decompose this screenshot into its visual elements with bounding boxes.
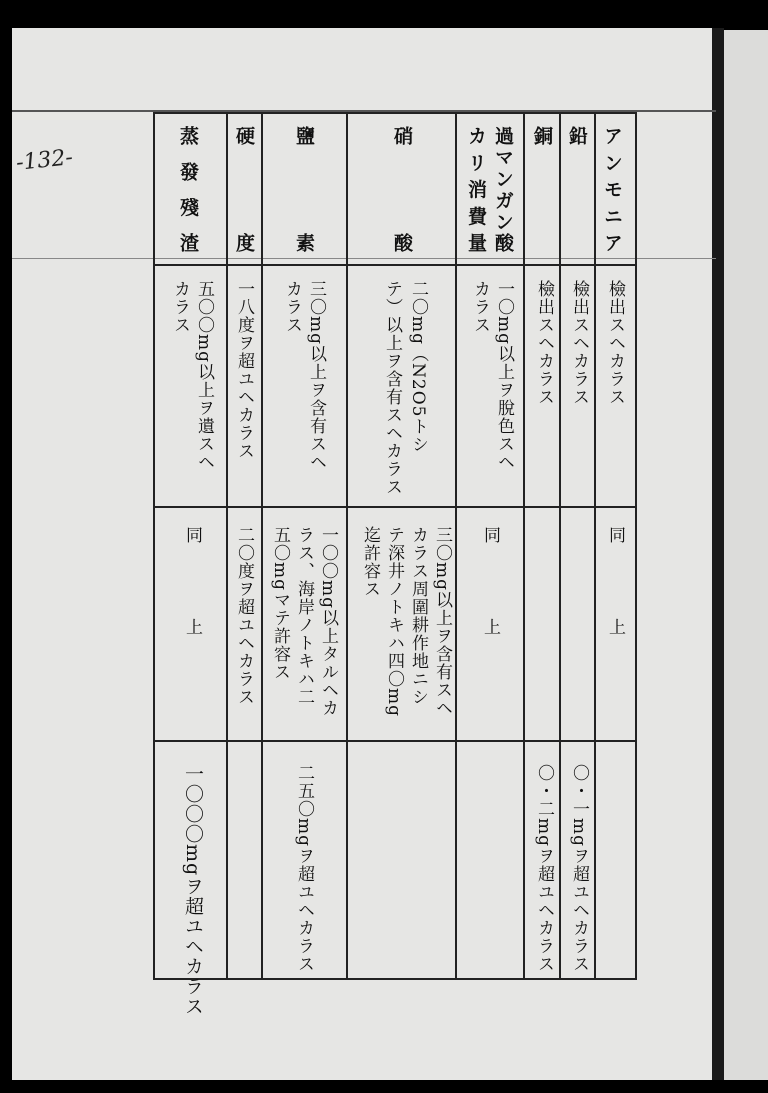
- col-divider: [226, 112, 228, 980]
- std2-ammonia: 同 上: [605, 526, 625, 636]
- col-divider: [523, 112, 525, 980]
- std2-chloride-line1: 一〇〇mg以上タルヘカ: [318, 526, 338, 718]
- std1-residue-line1: 五〇〇mg以上ヲ遺スヘ: [194, 280, 214, 472]
- page-number: -132-: [14, 145, 75, 176]
- header-lead: 鉛: [566, 126, 588, 145]
- std1-chloride-line2: カラス: [282, 280, 302, 334]
- header-chloride: 鹽素: [293, 126, 315, 252]
- band-divider: [153, 506, 637, 508]
- std1-kmno4-line2: カラス: [470, 280, 490, 334]
- std2-kmno4: 同 上: [480, 526, 500, 636]
- std1-kmno4-line1: 一〇mg以上ヲ脫色スヘ: [494, 280, 514, 472]
- facing-page-edge: [724, 30, 768, 1080]
- std1-hardness: 一八度ヲ超ユヘカラス: [234, 280, 254, 460]
- std2-nitrate-line3: テ深井ノトキハ四〇mg: [384, 526, 404, 718]
- col-divider: [455, 112, 457, 980]
- header-hardness: 硬度: [233, 126, 255, 252]
- col-divider: [594, 112, 596, 980]
- header-copper: 銅: [531, 126, 553, 145]
- std1-ammonia: 檢出スヘカラス: [605, 280, 625, 406]
- table-border-right: [635, 112, 637, 980]
- col-divider: [346, 112, 348, 980]
- header-kmno4-line2: カリ消費量: [465, 126, 487, 252]
- table-border-bottom: [153, 978, 637, 980]
- std3-chloride: 二五〇mgヲ超ユヘカラス: [294, 764, 314, 974]
- table-border-top: [153, 112, 637, 114]
- std2-hardness: 二〇度ヲ超ユヘカラス: [234, 526, 254, 706]
- header-ammonia: アンモニア: [601, 126, 623, 252]
- col-divider: [261, 112, 263, 980]
- std2-nitrate-line2: カラス周圍耕作地ニシ: [408, 526, 428, 706]
- std1-copper: 檢出スヘカラス: [534, 280, 554, 406]
- std2-chloride-line3: 五〇mgマテ許容ス: [270, 526, 290, 682]
- std1-chloride-line1: 三〇mg以上ヲ含有スヘ: [306, 280, 326, 472]
- std3-lead: 〇・一mgヲ超ユヘカラス: [569, 764, 589, 974]
- band-divider: [153, 740, 637, 742]
- water-standard-table: [153, 112, 637, 1017]
- header-kmno4-line1: 過マンガン酸: [492, 126, 514, 252]
- binding-spine: [712, 28, 724, 1080]
- std3-residue: 一〇〇〇mgヲ超ユヘカラス: [182, 764, 204, 1017]
- col-divider: [559, 112, 561, 980]
- std2-nitrate-line4: 迄許容ス: [360, 526, 380, 598]
- std1-nitrate-line1: 二〇mg（N2O5トシ: [408, 280, 428, 454]
- std1-nitrate-line2: テ）以上ヲ含有スヘカラス: [382, 280, 402, 496]
- header-residue: 蒸發殘渣: [177, 126, 199, 252]
- std2-chloride-line2: ラス、海岸ノトキハ二: [294, 526, 314, 706]
- std3-copper: 〇・二mgヲ超ユヘカラス: [534, 764, 554, 974]
- std2-nitrate-line1: 三〇mg以上ヲ含有スヘ: [432, 526, 452, 718]
- table-border-left: [153, 112, 155, 980]
- std1-lead: 檢出スヘカラス: [569, 280, 589, 406]
- header-nitrate: 硝酸: [391, 126, 413, 252]
- band-divider: [153, 264, 637, 266]
- std2-residue: 同 上: [182, 526, 202, 636]
- std1-residue-line2: カラス: [170, 280, 190, 334]
